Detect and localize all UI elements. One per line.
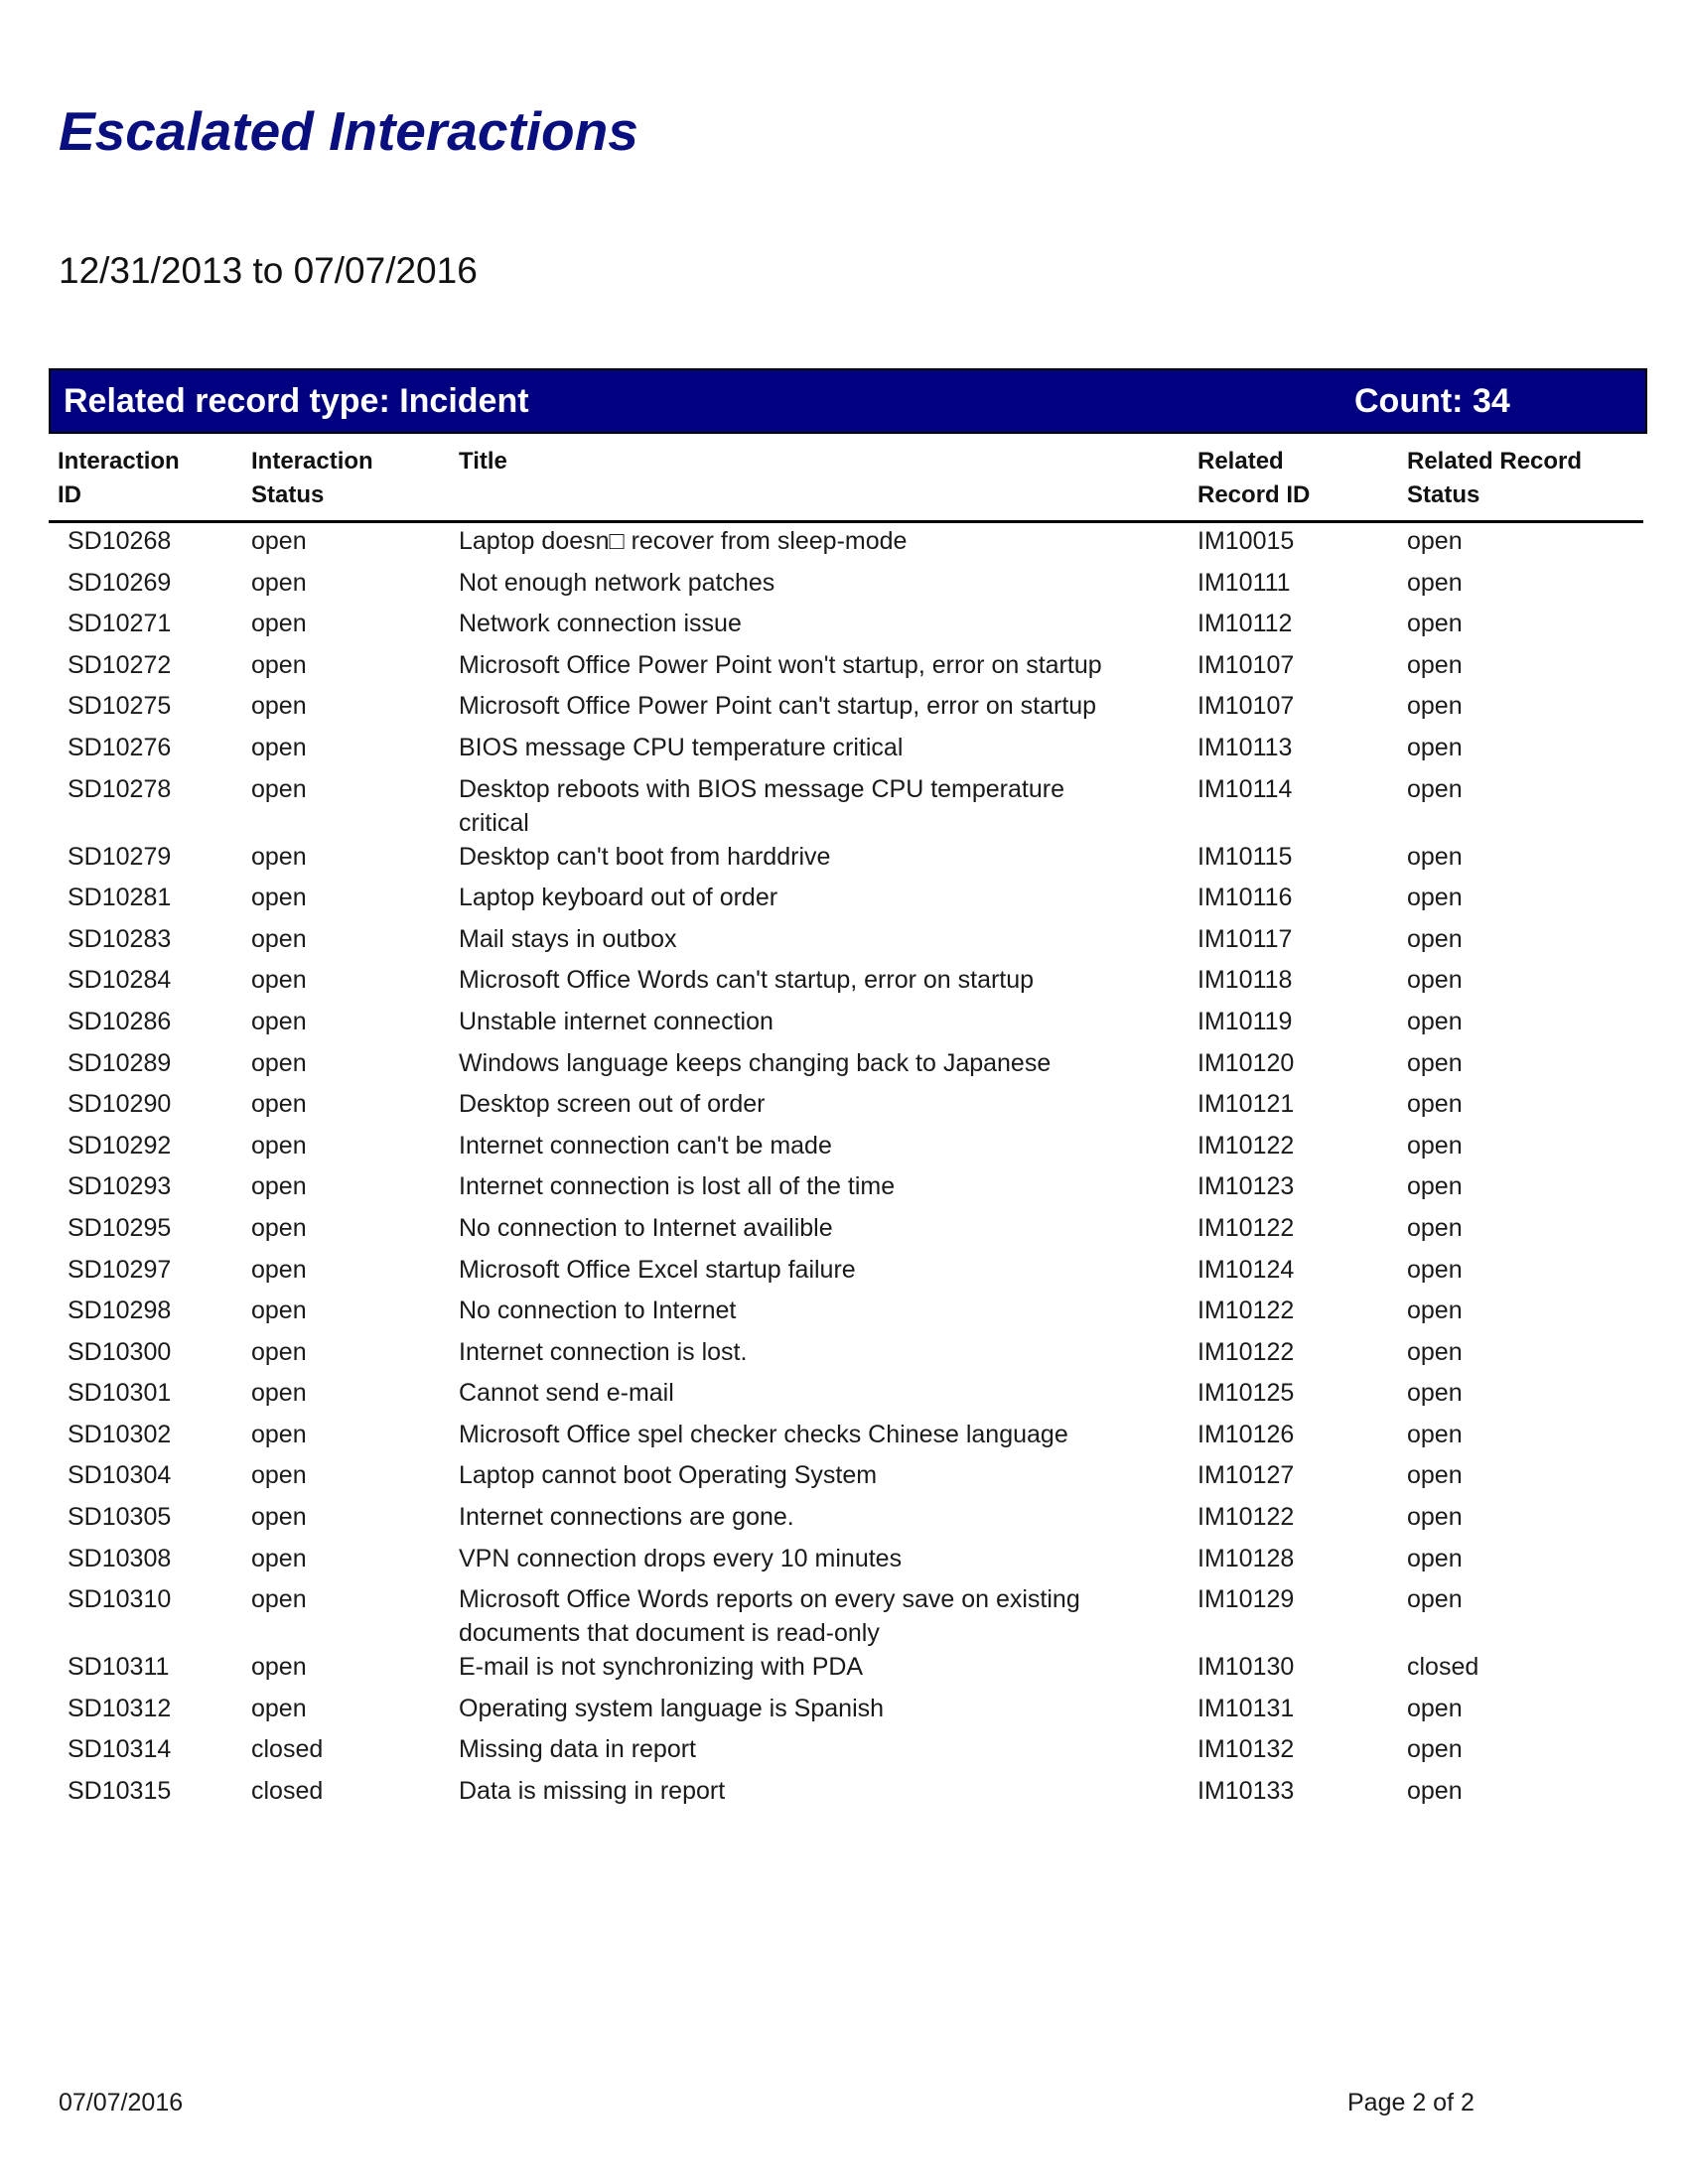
related-record-status-cell: open (1407, 924, 1463, 953)
interaction-id-cell: SD10276 (68, 733, 172, 761)
title-cell: Mail stays in outbox (459, 924, 677, 953)
interaction-id-cell: SD10295 (68, 1213, 172, 1242)
related-record-id-cell: IM10123 (1197, 1172, 1295, 1201)
table-row (0, 1582, 1688, 1650)
related-record-status-cell: closed (1407, 1653, 1479, 1682)
related-record-id-cell: IM10115 (1197, 842, 1293, 871)
interaction-id-cell: SD10302 (68, 1420, 172, 1448)
interaction-status-cell: open (251, 1585, 307, 1614)
interaction-status-cell: open (251, 1213, 307, 1242)
interaction-id-cell: SD10312 (68, 1694, 172, 1722)
related-record-status-cell: open (1407, 733, 1463, 761)
interaction-status-cell: open (251, 1172, 307, 1201)
related-record-id-cell: IM10122 (1197, 1131, 1295, 1160)
related-record-status-cell: open (1407, 1777, 1463, 1806)
interaction-id-cell: SD10278 (68, 774, 172, 803)
title-cell: Internet connection is lost. (459, 1337, 748, 1366)
related-record-id-cell: IM10121 (1197, 1090, 1295, 1119)
table-row (0, 689, 1688, 731)
footer-page-number: Page 2 of 2 (1347, 2089, 1475, 2116)
related-record-id-cell: IM10116 (1197, 884, 1293, 912)
interaction-status-cell: open (251, 966, 307, 995)
title-cell: Windows language keeps changing back to Japanese (459, 1048, 1052, 1077)
related-record-status-cell: open (1407, 1420, 1463, 1448)
related-record-status-cell: open (1407, 966, 1463, 995)
interaction-id-cell: SD10286 (68, 1007, 172, 1035)
interaction-id-cell: SD10315 (68, 1777, 172, 1806)
table-row (0, 1087, 1688, 1129)
table-row (0, 772, 1688, 840)
related-record-id-cell: IM10122 (1197, 1213, 1295, 1242)
interaction-status-cell: open (251, 610, 307, 638)
related-record-id-cell: IM10133 (1197, 1777, 1295, 1806)
interaction-id-cell: SD10301 (68, 1379, 172, 1408)
title-cell: E-mail is not synchronizing with PDA (459, 1653, 864, 1682)
related-record-status-cell: open (1407, 1735, 1463, 1764)
interaction-status-cell: open (251, 1379, 307, 1408)
related-record-status-cell: open (1407, 1213, 1463, 1242)
related-record-id-cell: IM10107 (1197, 692, 1295, 721)
date-range: 12/31/2013 to 07/07/2016 (59, 250, 478, 291)
interaction-id-cell: SD10269 (68, 568, 172, 597)
interaction-status-cell: open (251, 1090, 307, 1119)
related-record-id-cell: IM10131 (1197, 1694, 1295, 1722)
related-record-status-cell: open (1407, 1007, 1463, 1035)
related-record-id-cell: IM10114 (1197, 774, 1293, 803)
interaction-id-cell: SD10275 (68, 692, 172, 721)
interaction-status-cell: open (251, 1131, 307, 1160)
interaction-status-cell: open (251, 1337, 307, 1366)
interaction-id-cell: SD10279 (68, 842, 172, 871)
title-cell: Microsoft Office Power Point won't startup, error on startup (459, 650, 1102, 679)
interaction-id-cell: SD10283 (68, 924, 172, 953)
footer-date: 07/07/2016 (59, 2089, 184, 2116)
title-cell: Data is missing in report (459, 1777, 726, 1806)
table-row (0, 566, 1688, 608)
title-cell: VPN connection drops every 10 minutes (459, 1544, 903, 1572)
table-row (0, 648, 1688, 690)
interaction-id-cell: SD10272 (68, 650, 172, 679)
report-title: Escalated Interactions (59, 100, 638, 162)
title-cell: Operating system language is Spanish (459, 1694, 885, 1722)
related-record-id-cell: IM10117 (1197, 924, 1293, 953)
interaction-status-cell: open (251, 1544, 307, 1572)
table-row (0, 1418, 1688, 1459)
column-header-related-record-status: Related Record Status (1407, 448, 1583, 508)
related-record-status-cell: open (1407, 1503, 1463, 1532)
table-row (0, 1129, 1688, 1170)
title-cell: Microsoft Office spel checker checks Chinese language (459, 1420, 1068, 1448)
interaction-status-cell: closed (251, 1735, 324, 1764)
interaction-status-cell: open (251, 1694, 307, 1722)
interaction-id-cell: SD10305 (68, 1503, 172, 1532)
interaction-status-cell: open (251, 1461, 307, 1490)
interaction-status-cell: open (251, 1297, 307, 1325)
title-cell: Cannot send e-mail (459, 1379, 674, 1408)
related-record-status-cell: open (1407, 1585, 1463, 1614)
title-cell: Not enough network patches (459, 568, 775, 597)
column-header-related-record-id: Related Record ID (1197, 448, 1311, 508)
table-row (0, 607, 1688, 648)
related-record-status-cell: open (1407, 650, 1463, 679)
table-body (0, 524, 1688, 1816)
title-cell: Desktop reboots with BIOS message CPU temperature critical (459, 774, 1064, 837)
title-cell: Microsoft Office Excel startup failure (459, 1255, 856, 1284)
interaction-status-cell: open (251, 1503, 307, 1532)
table-row (0, 1732, 1688, 1774)
related-record-status-cell: open (1407, 1255, 1463, 1284)
title-cell: Laptop doesn□ recover from sleep-mode (459, 527, 908, 555)
table-row (0, 1500, 1688, 1542)
related-record-id-cell: IM10125 (1197, 1379, 1295, 1408)
interaction-status-cell: open (251, 884, 307, 912)
table-row (0, 1169, 1688, 1211)
related-record-id-cell: IM10118 (1197, 966, 1293, 995)
interaction-id-cell: SD10292 (68, 1131, 172, 1160)
table-row (0, 1774, 1688, 1816)
table-row (0, 1458, 1688, 1500)
interaction-status-cell: open (251, 842, 307, 871)
interaction-status-cell: open (251, 692, 307, 721)
interaction-status-cell: open (251, 568, 307, 597)
title-cell: Laptop keyboard out of order (459, 884, 778, 912)
interaction-id-cell: SD10314 (68, 1735, 172, 1764)
related-record-status-cell: open (1407, 1048, 1463, 1077)
related-record-id-cell: IM10122 (1197, 1337, 1295, 1366)
table-row (0, 881, 1688, 922)
table-row (0, 1046, 1688, 1088)
related-record-status-cell: open (1407, 1131, 1463, 1160)
interaction-id-cell: SD10281 (68, 884, 172, 912)
interaction-id-cell: SD10271 (68, 610, 172, 638)
title-cell: Microsoft Office Words reports on every save on existing documents that document is read-only (459, 1585, 1080, 1648)
interaction-id-cell: SD10268 (68, 527, 172, 555)
related-record-id-cell: IM10122 (1197, 1297, 1295, 1325)
group-label: Related record type: Incident (64, 382, 529, 420)
title-cell: Desktop can't boot from harddrive (459, 842, 831, 871)
related-record-status-cell: open (1407, 842, 1463, 871)
column-header-interaction-status: Interaction Status (251, 448, 373, 508)
related-record-id-cell: IM10132 (1197, 1735, 1295, 1764)
interaction-id-cell: SD10300 (68, 1337, 172, 1366)
interaction-status-cell: open (251, 924, 307, 953)
interaction-status-cell: open (251, 650, 307, 679)
interaction-status-cell: open (251, 774, 307, 803)
related-record-status-cell: open (1407, 1337, 1463, 1366)
table-row (0, 731, 1688, 772)
related-record-status-cell: open (1407, 610, 1463, 638)
related-record-status-cell: open (1407, 1090, 1463, 1119)
related-record-id-cell: IM10111 (1197, 568, 1291, 597)
title-cell: Network connection issue (459, 610, 742, 638)
related-record-id-cell: IM10122 (1197, 1503, 1295, 1532)
interaction-id-cell: SD10308 (68, 1544, 172, 1572)
related-record-id-cell: IM10120 (1197, 1048, 1295, 1077)
table-row (0, 1692, 1688, 1733)
related-record-status-cell: open (1407, 1297, 1463, 1325)
title-cell: No connection to Internet (459, 1297, 737, 1325)
group-count: Count: 34 (1354, 382, 1510, 420)
related-record-id-cell: IM10113 (1197, 733, 1293, 761)
related-record-status-cell: open (1407, 1694, 1463, 1722)
related-record-status-cell: open (1407, 1379, 1463, 1408)
related-record-status-cell: open (1407, 692, 1463, 721)
interaction-id-cell: SD10310 (68, 1585, 172, 1614)
title-cell: Missing data in report (459, 1735, 697, 1764)
interaction-id-cell: SD10304 (68, 1461, 172, 1490)
related-record-id-cell: IM10124 (1197, 1255, 1295, 1284)
table-row (0, 1211, 1688, 1253)
title-cell: Internet connection is lost all of the time (459, 1172, 896, 1201)
title-cell: Microsoft Office Words can't startup, error on startup (459, 966, 1035, 995)
title-cell: Laptop cannot boot Operating System (459, 1461, 878, 1490)
interaction-id-cell: SD10289 (68, 1048, 172, 1077)
interaction-id-cell: SD10293 (68, 1172, 172, 1201)
group-header-bar (49, 368, 1647, 434)
title-cell: No connection to Internet availible (459, 1213, 833, 1242)
title-cell: Internet connections are gone. (459, 1503, 794, 1532)
table-row (0, 1005, 1688, 1046)
related-record-id-cell: IM10130 (1197, 1653, 1295, 1682)
interaction-status-cell: open (251, 1420, 307, 1448)
interaction-status-cell: open (251, 527, 307, 555)
related-record-status-cell: open (1407, 774, 1463, 803)
interaction-id-cell: SD10311 (68, 1653, 170, 1682)
related-record-status-cell: open (1407, 884, 1463, 912)
related-record-id-cell: IM10112 (1197, 610, 1293, 638)
table-row (0, 524, 1688, 566)
table-row (0, 1650, 1688, 1692)
table-row (0, 963, 1688, 1005)
related-record-id-cell: IM10126 (1197, 1420, 1295, 1448)
table-row (0, 922, 1688, 964)
table-row (0, 1335, 1688, 1377)
table-row (0, 1253, 1688, 1295)
related-record-status-cell: open (1407, 1461, 1463, 1490)
related-record-id-cell: IM10128 (1197, 1544, 1295, 1572)
table-row (0, 1376, 1688, 1418)
interaction-id-cell: SD10298 (68, 1297, 172, 1325)
related-record-id-cell: IM10127 (1197, 1461, 1295, 1490)
table-row (0, 1542, 1688, 1583)
table-row (0, 1294, 1688, 1335)
title-cell: Unstable internet connection (459, 1007, 774, 1035)
interaction-status-cell: open (251, 1255, 307, 1284)
interaction-id-cell: SD10290 (68, 1090, 172, 1119)
column-header-interaction-id: Interaction ID (58, 448, 180, 508)
header-divider (49, 520, 1643, 523)
interaction-status-cell: closed (251, 1777, 324, 1806)
related-record-id-cell: IM10015 (1197, 527, 1295, 555)
interaction-status-cell: open (251, 1007, 307, 1035)
related-record-status-cell: open (1407, 1172, 1463, 1201)
related-record-status-cell: open (1407, 527, 1463, 555)
interaction-status-cell: open (251, 733, 307, 761)
interaction-status-cell: open (251, 1048, 307, 1077)
related-record-id-cell: IM10129 (1197, 1585, 1295, 1614)
title-cell: Microsoft Office Power Point can't startup, error on startup (459, 692, 1097, 721)
interaction-status-cell: open (251, 1653, 307, 1682)
interaction-id-cell: SD10284 (68, 966, 172, 995)
related-record-status-cell: open (1407, 1544, 1463, 1572)
table-row (0, 840, 1688, 882)
related-record-id-cell: IM10119 (1197, 1007, 1293, 1035)
title-cell: Internet connection can't be made (459, 1131, 832, 1160)
title-cell: BIOS message CPU temperature critical (459, 733, 904, 761)
related-record-id-cell: IM10107 (1197, 650, 1295, 679)
column-header-title: Title (459, 448, 507, 475)
interaction-id-cell: SD10297 (68, 1255, 172, 1284)
title-cell: Desktop screen out of order (459, 1090, 766, 1119)
related-record-status-cell: open (1407, 568, 1463, 597)
